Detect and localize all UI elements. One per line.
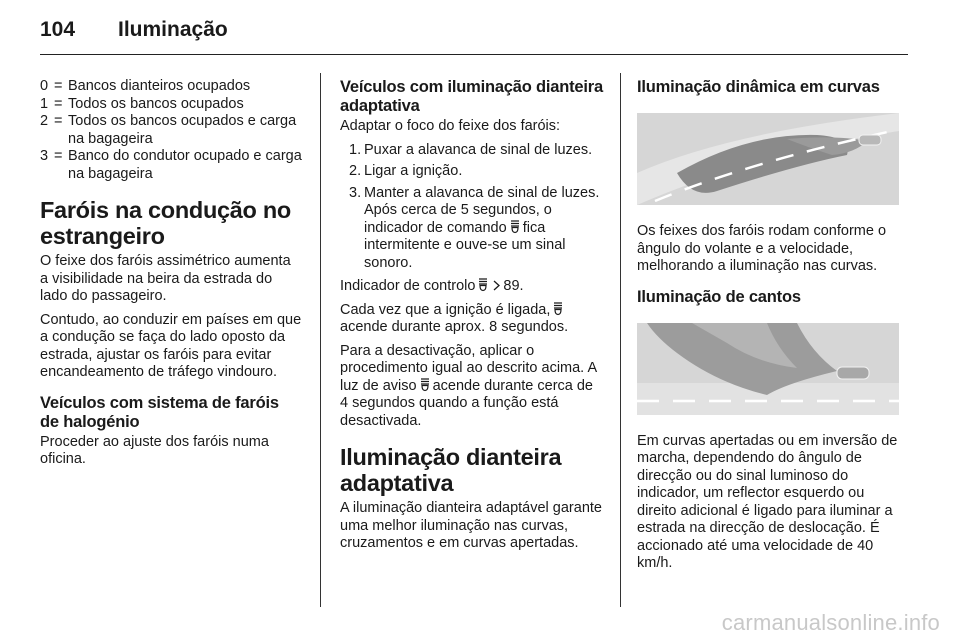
paragraph: Proceder ao ajuste dos faróis numa oficina. xyxy=(40,433,269,467)
section-title: Iluminação xyxy=(118,18,228,41)
heading-adaptive-lighting: Iluminação dianteira adaptativa xyxy=(340,444,562,496)
paragraph: Adaptar o foco do feixe dos faróis: xyxy=(340,118,561,134)
paragraph: A iluminação dianteira adaptável garante uma melhor iluminação nas curvas, cruzamentos e em curvas apertadas. xyxy=(340,500,602,551)
legend-num: 2 xyxy=(40,113,49,129)
legend-text: Todos os bancos ocupados xyxy=(68,95,244,112)
paragraph: Os feixes dos faróis rodam conforme o ângulo do volante e a velocidade, melhorando a iluminação nas curvas. xyxy=(637,223,887,274)
paragraph: Indicador de controlo 89. xyxy=(340,278,524,294)
page-reference-icon xyxy=(492,280,501,291)
paragraph: O feixe dos faróis assimétrico aumenta a visibilidade na beira da estrada do lado do passageiro. xyxy=(40,253,291,304)
paragraph: Contudo, ao conduzir em países em que a condução se faça do lado oposto da estrada, ajustar os faróis para evitar encandeamento de tráfego vindouro. xyxy=(40,311,302,380)
paragraph: Cada vez que a ignição é ligada, acende durante aprox. 8 segundos. xyxy=(340,301,569,335)
heading-halogen: Veículos com sistema de faróis de halogénio xyxy=(40,393,279,431)
legend-text: Banco do condutor ocupado e carga na bagageira xyxy=(68,148,302,182)
list-item: 1. Puxar a alavanca de sinal de luzes. xyxy=(349,141,593,158)
headlight-leveling-icon xyxy=(477,278,489,292)
list-item: 2. Ligar a ignição. xyxy=(349,163,463,179)
heading-dynamic-curve: Iluminação dinâmica em curvas xyxy=(637,78,880,96)
page-header xyxy=(40,14,908,55)
paragraph: Em curvas apertadas ou em inversão de marcha, dependendo do ângulo de direcção ou do sinal luminoso do indicador, um reflector esquerdo ou direito adicional é ligado para iluminar a estrada na direcção de deslocação. É accionado até uma velocidade de 40 km/h. xyxy=(637,432,898,571)
legend-text: Bancos dianteiros ocupados xyxy=(68,78,251,94)
load-legend xyxy=(40,78,302,183)
column-middle xyxy=(340,78,604,559)
legend-eq: = xyxy=(54,95,63,112)
heading-foreign-driving: Faróis na condução no estrangeiro xyxy=(40,197,291,249)
list-item: 3. Manter a alavanca de sinal de luzes. Após cerca de 5 segundos, o indicador de comando fica intermitente e ouve-se um sinal sonoro. xyxy=(349,184,600,271)
paragraph: Para a desactivação, aplicar o procedimento igual ao descrito acima. A luz de aviso acende durante cerca de 4 segundos quando a função está desactivada. xyxy=(340,342,597,429)
column-right xyxy=(637,78,907,579)
legend-num: 3 xyxy=(40,148,49,164)
headlight-leveling-icon xyxy=(552,302,564,316)
cornering-light-figure xyxy=(637,323,899,415)
heading-cornering: Iluminação de cantos xyxy=(637,287,801,306)
column-divider xyxy=(620,73,621,607)
column-left xyxy=(40,78,302,475)
headlight-leveling-icon xyxy=(419,378,431,392)
legend-eq: = xyxy=(54,113,63,129)
steps-list xyxy=(340,142,604,273)
heading-adaptive-vehicles: Veículos com iluminação dianteira adaptativa xyxy=(340,78,603,115)
legend-num: 1 xyxy=(40,95,49,112)
page-number: 104 xyxy=(40,18,76,41)
watermark: carmanualsonline.info xyxy=(721,610,940,635)
legend-text: Todos os bancos ocupados e carga na bagageira xyxy=(68,113,297,147)
headlight-leveling-icon xyxy=(509,220,521,234)
legend-num: 0 xyxy=(40,78,49,94)
legend-eq: = xyxy=(54,78,63,94)
dynamic-curve-light-figure xyxy=(637,113,899,205)
legend-eq: = xyxy=(54,148,63,164)
column-divider xyxy=(320,73,321,607)
